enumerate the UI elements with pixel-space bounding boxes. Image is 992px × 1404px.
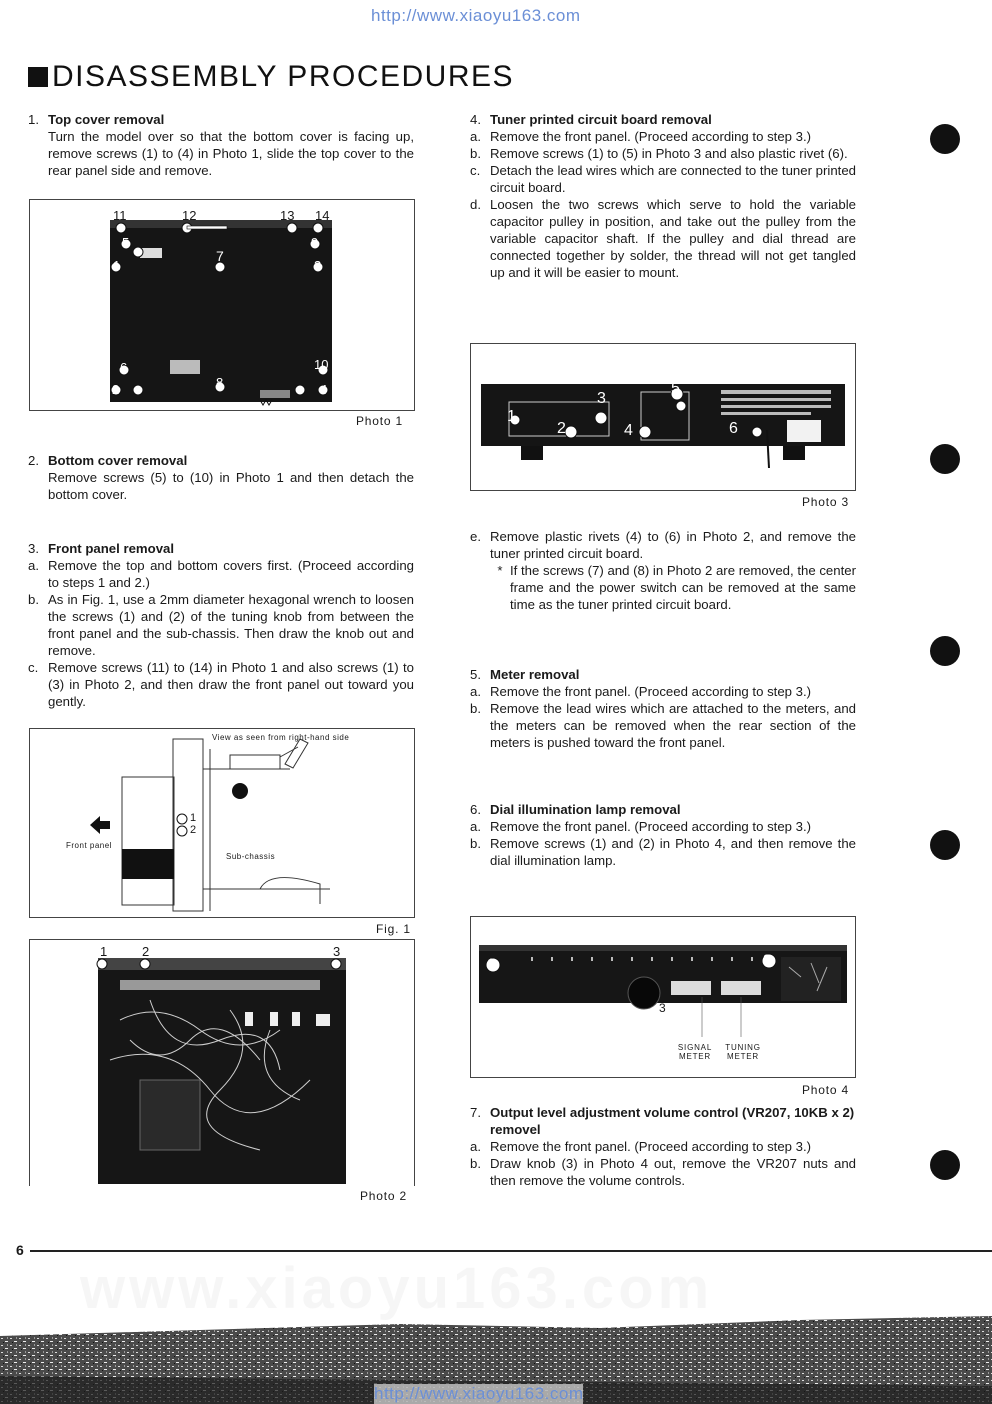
photo-4 bbox=[470, 916, 856, 1078]
photo-1-callout-6: 6 bbox=[120, 360, 128, 375]
photo-3-callout-6: 6 bbox=[729, 420, 738, 437]
item-text: Remove the top and bottom covers first. (Proceed according to steps 1 and 2.) bbox=[48, 558, 414, 590]
section-4-item-d bbox=[470, 196, 856, 281]
item-text: Remove the front panel. (Proceed according to step 3.) bbox=[490, 129, 812, 144]
section-7-item-a bbox=[470, 1138, 856, 1155]
item-letter: b. bbox=[470, 1156, 481, 1171]
fig-1 bbox=[29, 728, 415, 918]
section-6-title: Dial illumination lamp removal bbox=[490, 802, 681, 817]
fig-1-sub-chassis-label: Sub-chassis bbox=[226, 852, 276, 861]
section-4-item-a bbox=[470, 128, 856, 145]
page-title-text: DISASSEMBLY PROCEDURES bbox=[52, 60, 515, 93]
section-3-number: 3. bbox=[28, 541, 39, 556]
section-4-item-e bbox=[470, 528, 856, 562]
section-7-number: 7. bbox=[470, 1105, 481, 1120]
photo-1-callout-12: 12 bbox=[182, 208, 197, 223]
photo-2-callout-1: 1 bbox=[100, 944, 108, 959]
binding-hole-marker bbox=[930, 636, 960, 666]
photo-1-callout-5: 5 bbox=[122, 235, 130, 250]
item-text: Remove the front panel. (Proceed according to step 3.) bbox=[490, 819, 812, 834]
fig-1-callout-2: 2 bbox=[190, 824, 197, 836]
photo-2-callout-3: 3 bbox=[333, 944, 341, 959]
photo-3-callout-1: 1 bbox=[507, 408, 516, 425]
note-text: If the screws (7) and (8) in Photo 2 are removed, the center frame and the power switch can be removed at the same time as the tuner printed circuit board. bbox=[510, 563, 856, 612]
fig-1-diagram bbox=[30, 729, 414, 917]
item-text: As in Fig. 1, use a 2mm diameter hexagonal wrench to loosen the screws (1) and (2) of the tuning knob from between the front panel and the sub-chassis. Then draw the knob out and remove. bbox=[48, 592, 414, 658]
section-2-title: Bottom cover removal bbox=[48, 453, 188, 468]
footer-url-link[interactable]: http://www.xiaoyu163.com bbox=[374, 1384, 584, 1403]
photo-3-callout-4: 4 bbox=[624, 422, 633, 439]
item-letter: c. bbox=[28, 660, 39, 675]
photo-3-caption: Photo 3 bbox=[802, 495, 849, 509]
photo-3-callout-2: 2 bbox=[557, 420, 566, 437]
section-2-number: 2. bbox=[28, 453, 39, 468]
photo-1-callout-8: 8 bbox=[216, 375, 224, 390]
item-letter: b. bbox=[28, 592, 39, 607]
photo-3-image bbox=[471, 344, 855, 490]
photo-1-callout-7: 7 bbox=[216, 248, 224, 264]
header-url-link[interactable]: http://www.xiaoyu163.com bbox=[371, 6, 581, 25]
photo-3 bbox=[470, 343, 856, 491]
section-5-item-b bbox=[470, 700, 856, 751]
photo-3-callout-3: 3 bbox=[597, 390, 606, 407]
section-5 bbox=[470, 666, 856, 751]
section-3-item-a bbox=[28, 557, 414, 591]
signal-meter-label: SIGNAL METER bbox=[677, 1043, 713, 1061]
section-3 bbox=[28, 540, 414, 710]
tuning-meter-label: TUNING METER bbox=[725, 1043, 761, 1061]
fig-1-callout-1: 1 bbox=[190, 812, 197, 824]
item-text: Remove the lead wires which are attached to the meters, and the meters can be removed when the rear section of the meters is pushed toward the front panel. bbox=[490, 701, 856, 750]
title-square-icon bbox=[28, 67, 48, 87]
binding-hole-marker bbox=[930, 1150, 960, 1180]
item-text: Remove the front panel. (Proceed according to step 3.) bbox=[490, 1139, 812, 1154]
photo-1-callout-13: 13 bbox=[280, 208, 295, 223]
photo-4-caption: Photo 4 bbox=[802, 1083, 849, 1097]
photo-2-caption: Photo 2 bbox=[360, 1189, 407, 1203]
photo-1-callout-10: 10 bbox=[314, 357, 329, 372]
item-letter: a. bbox=[28, 558, 39, 573]
item-letter: b. bbox=[470, 146, 481, 161]
section-5-item-a bbox=[470, 683, 856, 700]
photo-1-callout-14: 14 bbox=[315, 208, 330, 223]
item-text: Remove the front panel. (Proceed according to step 3.) bbox=[490, 684, 812, 699]
binding-hole-marker bbox=[930, 124, 960, 154]
section-4-continued bbox=[470, 528, 856, 613]
fig-1-front-panel-label: Front panel bbox=[66, 841, 112, 850]
photo-1-callout-2: 2 bbox=[112, 382, 120, 397]
section-4 bbox=[470, 111, 856, 281]
item-text: Remove plastic rivets (4) to (6) in Photo 2, and remove the tuner printed circuit board. bbox=[490, 529, 856, 561]
section-1-body: Turn the model over so that the bottom cover is facing up, remove screws (1) to (4) in Photo 1, slide the top cover to the rear panel side and remove. bbox=[48, 129, 414, 178]
photo-1-caption: Photo 1 bbox=[356, 414, 403, 428]
section-5-number: 5. bbox=[470, 667, 481, 682]
section-6-number: 6. bbox=[470, 802, 481, 817]
item-text: Remove screws (1) to (5) in Photo 3 and also plastic rivet (6). bbox=[490, 146, 848, 161]
item-letter: b. bbox=[470, 701, 481, 716]
section-7-title: Output level adjustment volume control (VR207, 10KB x 2) removel bbox=[490, 1105, 855, 1137]
section-4-number: 4. bbox=[470, 112, 481, 127]
binding-hole-marker bbox=[930, 444, 960, 474]
photo-1-callout-4: 4 bbox=[320, 382, 328, 397]
item-text: Remove screws (11) to (14) in Photo 1 and also screws (1) to (3) in Photo 2, and then draw the front panel out toward you gently. bbox=[48, 660, 414, 709]
fig-1-caption: Fig. 1 bbox=[376, 922, 411, 936]
section-1 bbox=[28, 111, 414, 179]
section-7-item-b bbox=[470, 1155, 856, 1189]
item-letter: a. bbox=[470, 1139, 481, 1154]
section-2 bbox=[28, 452, 414, 503]
photo-4-callout-1: 1 bbox=[487, 955, 495, 971]
item-text: Draw knob (3) in Photo 4 out, remove the VR207 nuts and then remove the volume controls. bbox=[490, 1156, 856, 1188]
section-2-body: Remove screws (5) to (10) in Photo 1 and then detach the bottom cover. bbox=[48, 470, 414, 502]
photo-2 bbox=[29, 939, 415, 1186]
binding-hole-marker bbox=[930, 830, 960, 860]
item-letter: d. bbox=[470, 197, 481, 212]
note-asterisk: * bbox=[497, 563, 503, 578]
photo-1-callout-11: 11 bbox=[113, 208, 127, 223]
photo-2-image bbox=[30, 940, 414, 1186]
section-1-title: Top cover removal bbox=[48, 112, 165, 127]
section-3-title: Front panel removal bbox=[48, 541, 175, 556]
item-text: Loosen the two screws which serve to hold the variable capacitor pulley in position, and take out the pulley from the variable capacitor shaft. If the pulley and dial thread are connected together by solder, the thread will not get tangled up and it will be easier to mount. bbox=[490, 197, 856, 280]
section-7 bbox=[470, 1104, 856, 1189]
item-letter: c. bbox=[470, 163, 481, 178]
photo-1-callout-3: 3 bbox=[314, 258, 322, 273]
photo-1 bbox=[29, 199, 415, 411]
section-4-title: Tuner printed circuit board removal bbox=[490, 112, 712, 127]
section-4-note bbox=[490, 562, 856, 613]
item-letter: b. bbox=[470, 836, 481, 851]
item-text: Remove screws (1) and (2) in Photo 4, and then remove the dial illumination lamp. bbox=[490, 836, 856, 868]
section-6-item-b bbox=[470, 835, 856, 869]
section-4-item-c bbox=[470, 162, 856, 196]
fig-1-view-label: View as seen from right-hand side bbox=[212, 733, 350, 742]
item-text: Detach the lead wires which are connected to the tuner printed circuit board. bbox=[490, 163, 856, 195]
footer-rule bbox=[30, 1250, 992, 1252]
photo-2-callout-2: 2 bbox=[142, 944, 150, 959]
photo-3-callout-5: 5 bbox=[671, 380, 680, 397]
item-letter: a. bbox=[470, 129, 481, 144]
section-4-item-b bbox=[470, 145, 856, 162]
photo-4-image bbox=[471, 917, 855, 1077]
item-letter: e. bbox=[470, 529, 481, 544]
photo-4-callout-2: 2 bbox=[763, 951, 771, 967]
watermark-text bbox=[80, 1255, 713, 1322]
photo-1-callout-9: 9 bbox=[311, 235, 319, 250]
page-number: 6 bbox=[16, 1242, 24, 1258]
page-title bbox=[28, 60, 514, 94]
section-3-item-c bbox=[28, 659, 414, 710]
photo-4-callout-3: 3 bbox=[659, 1001, 666, 1015]
section-5-title: Meter removal bbox=[490, 667, 580, 682]
item-letter: a. bbox=[470, 684, 481, 699]
photo-1-callout-1: 1 bbox=[113, 258, 121, 273]
section-6-item-a bbox=[470, 818, 856, 835]
section-3-item-b bbox=[28, 591, 414, 659]
section-6 bbox=[470, 801, 856, 869]
section-1-number: 1. bbox=[28, 112, 39, 127]
item-letter: a. bbox=[470, 819, 481, 834]
